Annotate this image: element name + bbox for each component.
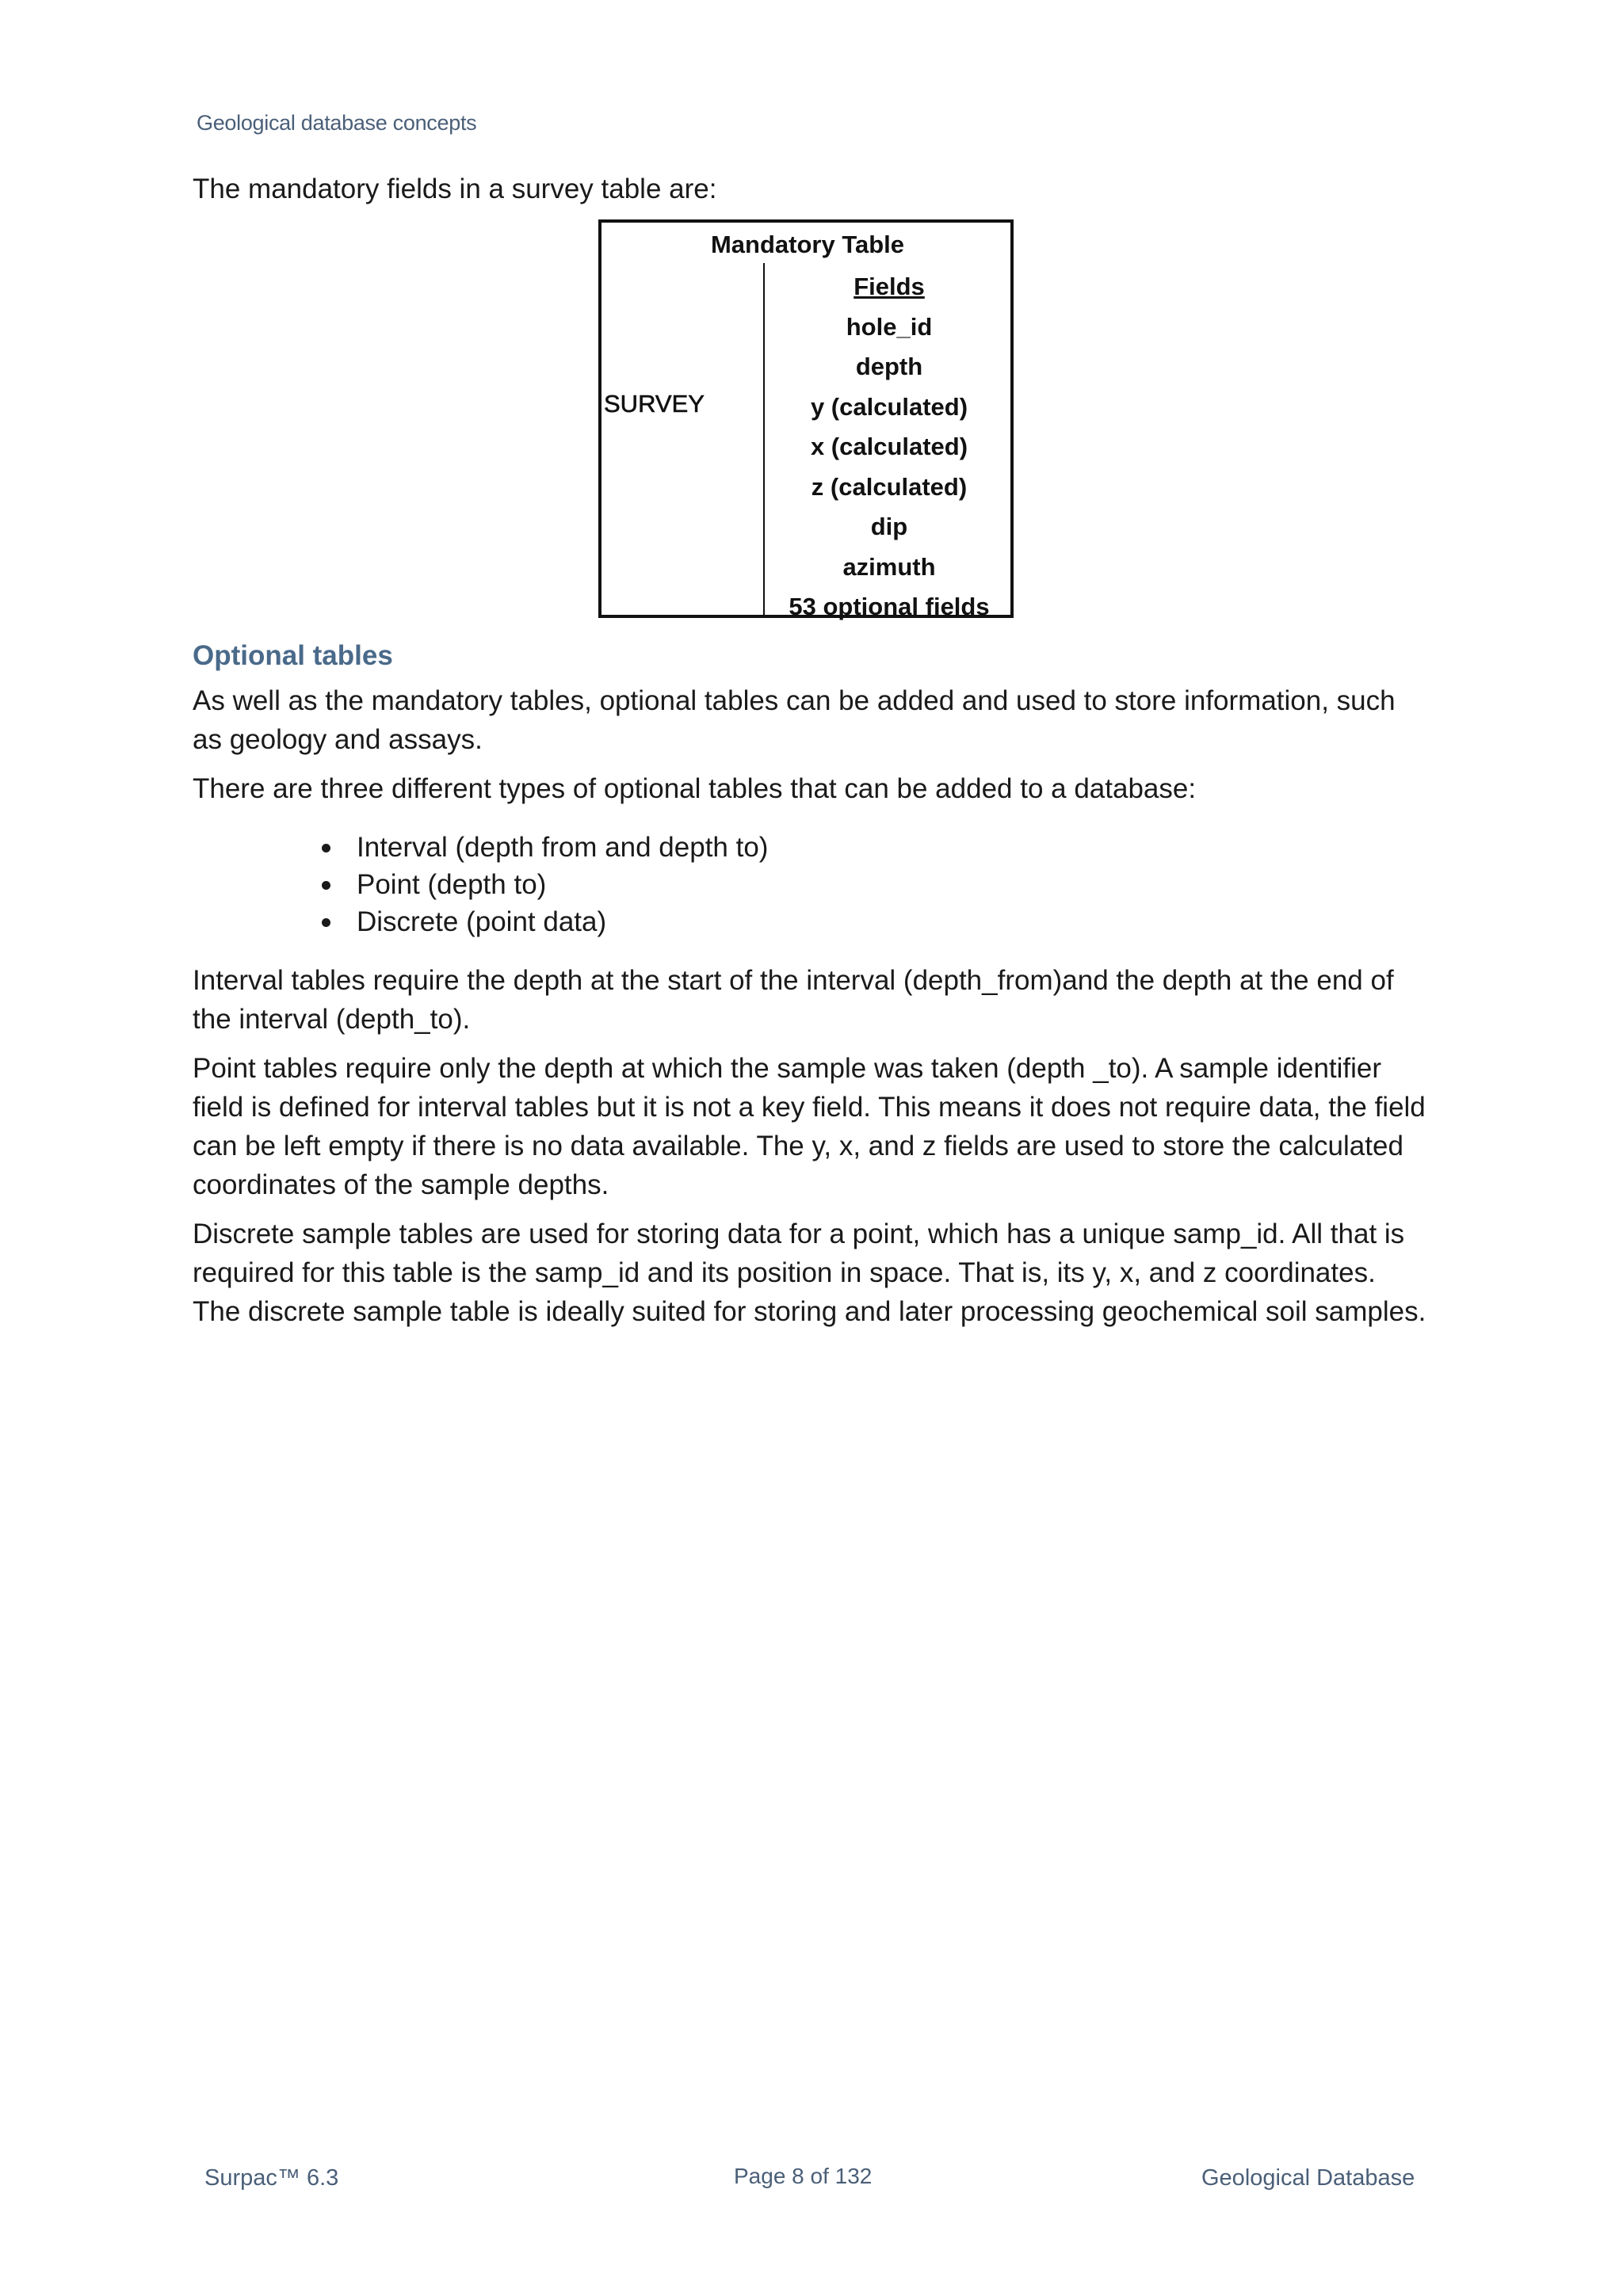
footer-document-title: Geological Database — [1201, 2165, 1415, 2191]
table-types-list — [193, 829, 1429, 940]
field-item: depth — [855, 353, 923, 380]
fields-header: Fields — [854, 273, 925, 300]
bullet-icon — [322, 881, 330, 890]
bullet-icon — [322, 844, 330, 852]
optional-tables-body — [193, 681, 1429, 1341]
footer-product: Surpac™ 6.3 — [204, 2165, 339, 2191]
footer-page-number: Page 8 of 132 — [734, 2164, 873, 2188]
field-item: dip — [870, 513, 908, 540]
list-item — [322, 903, 1429, 940]
paragraph: As well as the mandatory tables, optional tables can be added and used to store information, such as geology and assays. — [193, 685, 1396, 755]
section-heading-optional-tables: Optional tables — [193, 640, 393, 671]
survey-table-name: SURVEY — [604, 390, 705, 418]
field-item: hole_id — [846, 312, 933, 341]
field-item: 53 optional fields — [789, 593, 990, 620]
running-header: Geological database concepts — [197, 111, 477, 135]
bullet-icon — [322, 918, 330, 927]
mandatory-table-title: Mandatory Table — [710, 231, 905, 258]
fields-column — [765, 267, 1014, 627]
field-item: azimuth — [842, 552, 936, 581]
field-item: x (calculated) — [810, 433, 968, 460]
mandatory-table-figure — [598, 219, 1014, 618]
list-item — [322, 829, 1429, 866]
intro-section — [193, 170, 1429, 219]
list-item — [322, 866, 1429, 903]
field-item: y (calculated) — [810, 392, 968, 421]
paragraph: There are three different types of optional tables that can be added to a database: — [193, 773, 1197, 804]
list-item-text: Discrete (point data) — [357, 906, 607, 937]
list-item-text: Point (depth to) — [357, 869, 547, 900]
intro-paragraph: The mandatory fields in a survey table are: — [193, 174, 717, 204]
field-item: z (calculated) — [811, 472, 968, 501]
paragraph: Interval tables require the depth at the start of the interval (depth_from)and the depth at the end of the interval (depth_to). — [193, 965, 1394, 1035]
paragraph: Discrete sample tables are used for storing data for a point, which has a unique samp_id. All that is required for this table is the samp_id and its position in space. That is, its y, x, and z coordinates. The discrete sample table is ideally suited for storing and later processing geochemical soil samples. — [193, 1219, 1426, 1327]
list-item-text: Interval (depth from and depth to) — [357, 832, 769, 863]
paragraph: Point tables require only the depth at which the sample was taken (depth _to). A sample identifier field is defined for interval tables but it is not a key field. This means it does not require data, the field can be left empty if there is no data available. The y, x, and z fields are used to store the calculated coordinates of the sample depths. — [193, 1053, 1426, 1200]
